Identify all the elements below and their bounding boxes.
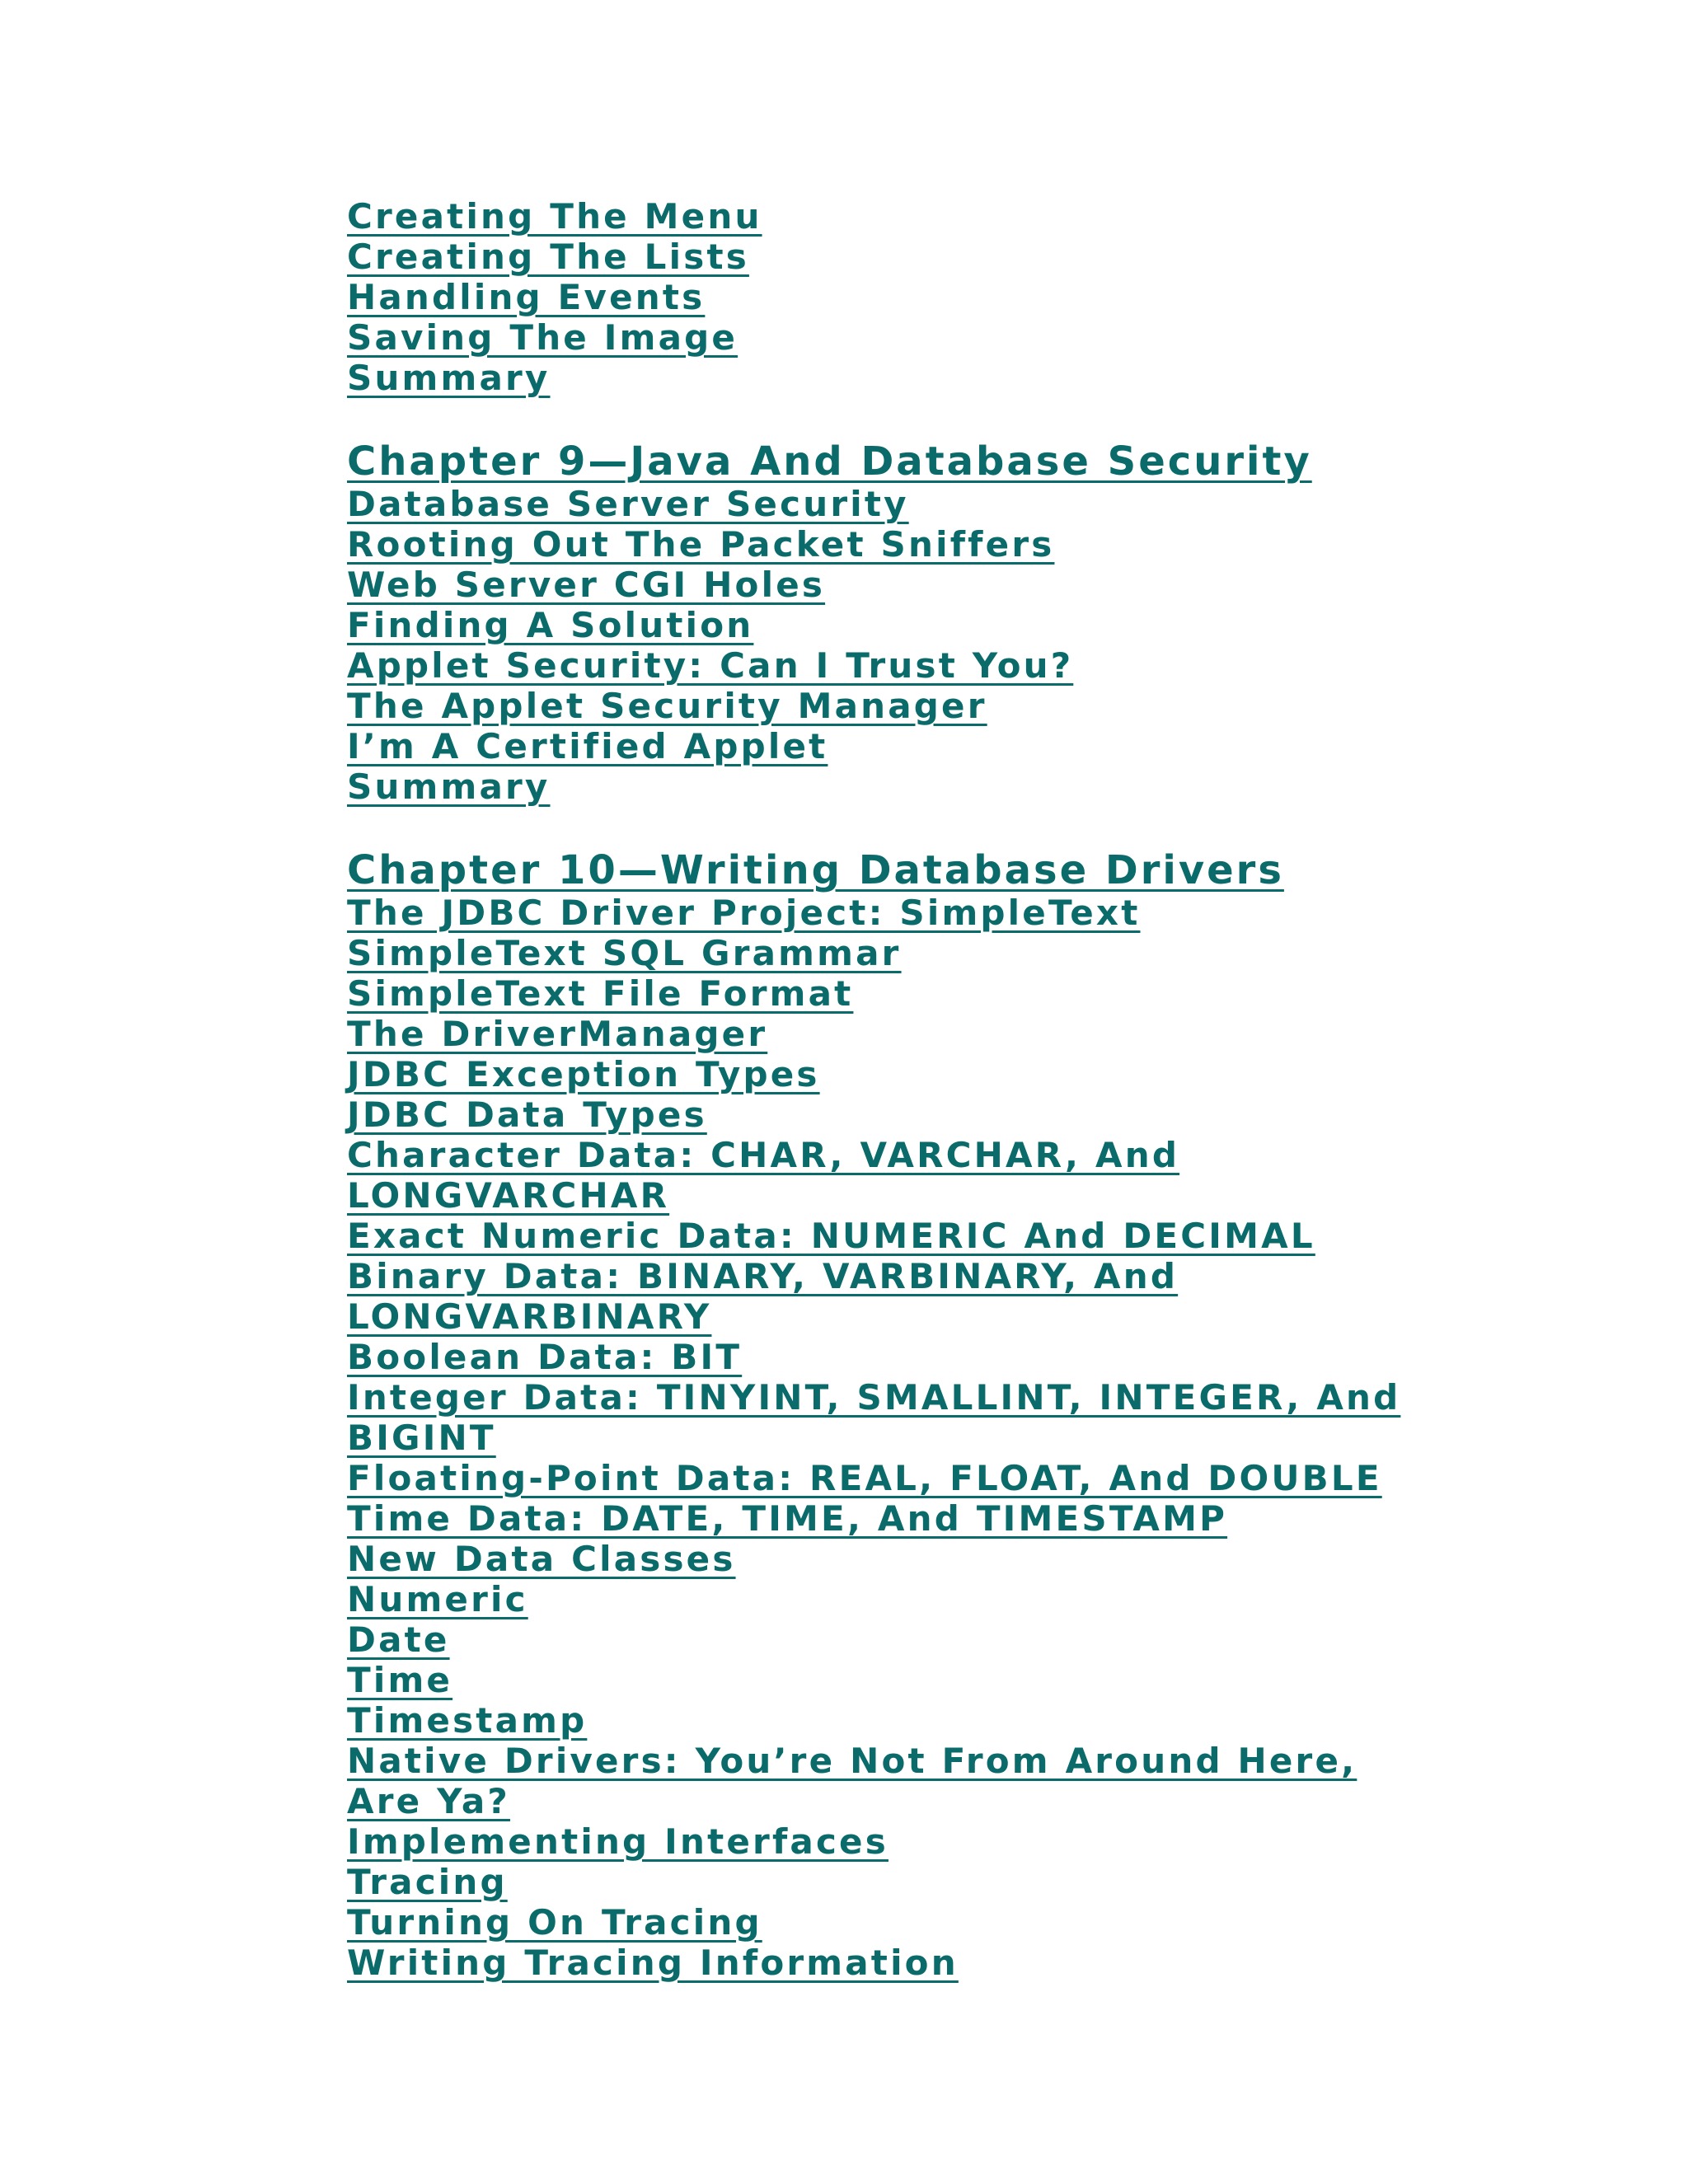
toc-link[interactable]: Floating-Point Data: REAL, FLOAT, And DOUBLE (347, 1458, 1382, 1498)
toc-link[interactable]: JDBC Data Types (347, 1094, 707, 1135)
toc-link[interactable]: Character Data: CHAR, VARCHAR, And LONGVARCHAR (347, 1135, 1180, 1216)
toc-link[interactable]: New Data Classes (347, 1539, 736, 1579)
toc-link[interactable]: Creating The Lists (347, 237, 749, 277)
toc-link[interactable]: Exact Numeric Data: NUMERIC And DECIMAL (347, 1216, 1315, 1256)
toc-link[interactable]: Time Data: DATE, TIME, And TIMESTAMP (347, 1498, 1228, 1539)
toc-link[interactable]: Time (347, 1660, 453, 1700)
toc-link[interactable]: Web Server CGI Holes (347, 565, 826, 605)
chapter-9-section (347, 439, 1484, 807)
toc-link[interactable]: Tracing (347, 1862, 508, 1902)
table-of-contents (347, 196, 1484, 1983)
toc-link[interactable]: Applet Security: Can I Trust You? (347, 645, 1074, 686)
toc-link[interactable]: Boolean Data: BIT (347, 1337, 743, 1377)
toc-link[interactable]: Database Server Security (347, 484, 909, 524)
chapter-heading-link[interactable]: Chapter 9—Java And Database Security (347, 438, 1312, 485)
toc-link[interactable]: Summary (347, 766, 551, 807)
toc-link[interactable]: The DriverManager (347, 1014, 768, 1054)
toc-link[interactable]: Date (347, 1619, 450, 1660)
toc-link[interactable]: Finding A Solution (347, 605, 754, 645)
toc-link[interactable]: Implementing Interfaces (347, 1821, 889, 1862)
toc-link[interactable]: Handling Events (347, 277, 706, 317)
toc-link[interactable]: I’m A Certified Applet (347, 726, 828, 766)
chapter-heading-link[interactable]: Chapter 10—Writing Database Drivers (347, 847, 1284, 893)
toc-link[interactable]: Rooting Out The Packet Sniffers (347, 524, 1055, 565)
toc-link[interactable]: Summary (347, 358, 551, 398)
chapter-10-section (347, 848, 1484, 1983)
toc-link[interactable]: The Applet Security Manager (347, 686, 987, 726)
toc-link[interactable]: Creating The Menu (347, 196, 762, 237)
toc-link[interactable]: SimpleText SQL Grammar (347, 933, 902, 973)
toc-link[interactable]: Binary Data: BINARY, VARBINARY, And LONGVARBINARY (347, 1256, 1179, 1337)
toc-link[interactable]: Native Drivers: You’re Not From Around Here, Are Ya? (347, 1741, 1357, 1821)
toc-link[interactable]: Timestamp (347, 1700, 588, 1741)
intro-section (347, 196, 1484, 398)
toc-link[interactable]: SimpleText File Format (347, 973, 854, 1014)
toc-link[interactable]: Numeric (347, 1579, 528, 1619)
toc-link[interactable]: Writing Tracing Information (347, 1943, 959, 1983)
toc-link[interactable]: Integer Data: TINYINT, SMALLINT, INTEGER, And BIGINT (347, 1377, 1401, 1458)
toc-link[interactable]: Saving The Image (347, 317, 738, 358)
toc-link[interactable]: Turning On Tracing (347, 1902, 762, 1943)
toc-link[interactable]: JDBC Exception Types (347, 1054, 820, 1094)
toc-link[interactable]: The JDBC Driver Project: SimpleText (347, 893, 1141, 933)
